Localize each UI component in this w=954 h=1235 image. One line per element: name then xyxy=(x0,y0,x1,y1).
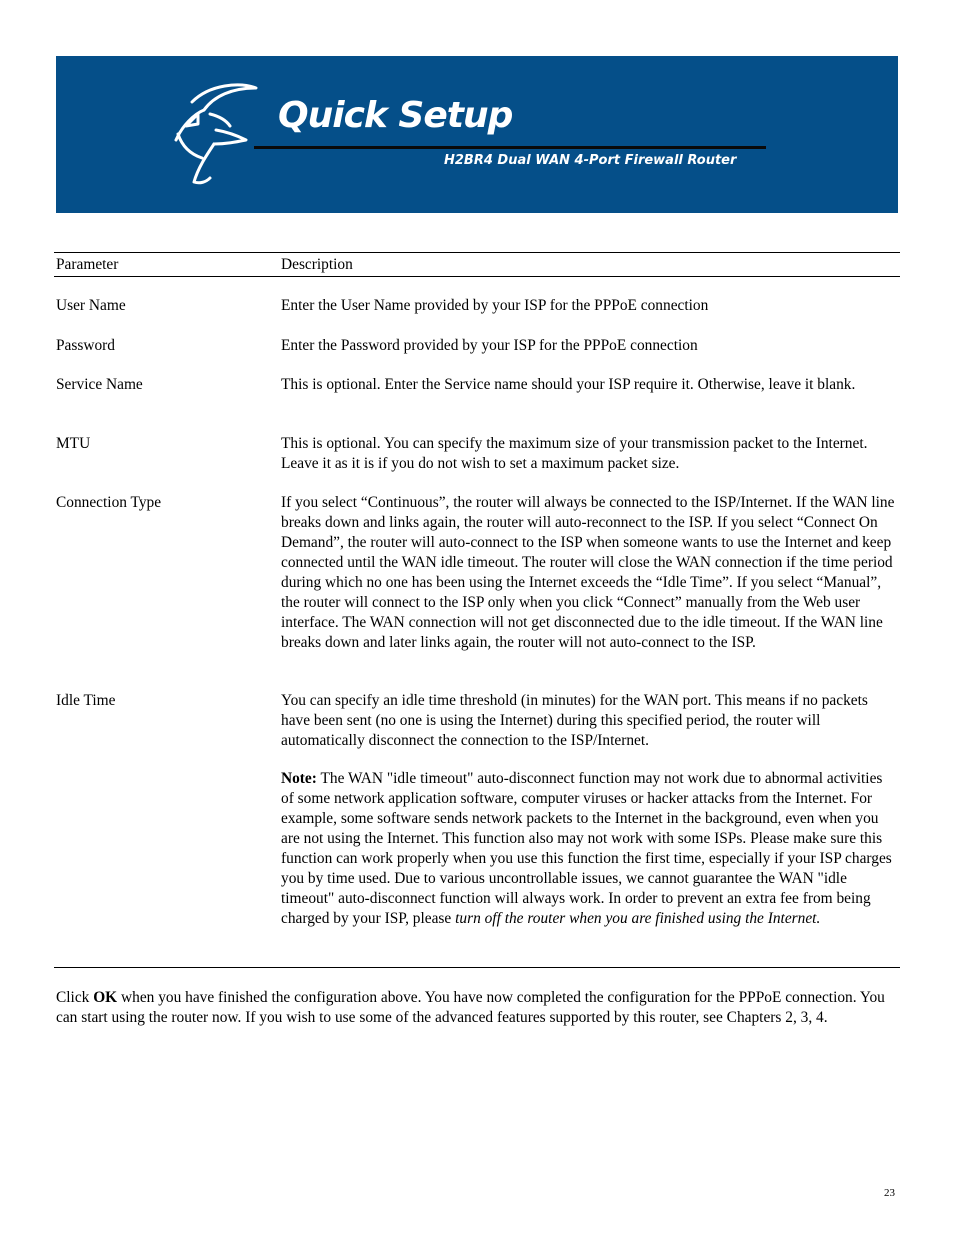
param-connection-type: Connection Type xyxy=(56,494,162,511)
desc-password: Enter the Password provided by your ISP for the PPPoE connection xyxy=(281,337,698,354)
table-bottom-rule xyxy=(54,967,900,968)
param-idle-time: Idle Time xyxy=(56,692,116,709)
idle-time-note xyxy=(281,769,899,929)
eagle-head-icon xyxy=(168,74,258,189)
banner-subtitle: H2BR4 Dual WAN 4-Port Firewall Router xyxy=(444,153,737,168)
column-header-parameter: Parameter xyxy=(56,256,119,273)
note-label: Note: xyxy=(281,770,317,787)
table-header-rule xyxy=(54,276,900,277)
desc-mtu: This is optional. You can specify the maximum size of your transmission packet to the Internet. Leave it as it is if you do not wish to set a maximum packet size. xyxy=(281,435,868,472)
banner-title: Quick Setup xyxy=(278,95,513,136)
desc-user-name: Enter the User Name provided by your ISP for the PPPoE connection xyxy=(281,297,709,314)
param-service-name: Service Name xyxy=(56,376,143,393)
note-text: The WAN "idle timeout" auto-disconnect function may not work due to abnormal activities of some network application software, computer viruses or hacker attacks from the Internet. For example, some software sends network packets to the Internet in the background, even when you are not using the Internet. This function also may not work with some ISPs. Please make sure this function can work properly when you use this function the first time, especially if your ISP charges you by time used. Due to various uncontrollable issues, we cannot guarantee the WAN "idle timeout" auto-disconnect function will always work. In order to prevent an extra fee from being charged by your ISP, please xyxy=(281,770,892,927)
desc-connection-type: If you select “Continuous”, the router will always be connected to the ISP/Internet. If the WAN line breaks down and links again, the router will auto-reconnect to the ISP. If you select “Connect On Demand”, the router will auto-connect to the ISP when someone wants to use the Internet and keep connected until the WAN idle timeout. The router will close the WAN connection if the time period during which no one has been using the Internet exceeds the “Idle Time”. If you select “Manual”, the router will connect to the ISP only when you click “Connect” manually from the Web user interface. The WAN connection will not get disconnected due to the idle timeout. If the WAN line breaks down and later links again, the router will not auto-connect to the ISP. xyxy=(281,494,895,651)
ok-label: OK xyxy=(93,989,118,1006)
footer-prefix: Click xyxy=(56,989,94,1006)
note-emphasis: turn off the router when you are finished using the Internet. xyxy=(455,910,821,927)
desc-service-name: This is optional. Enter the Service name should your ISP require it. Otherwise, leave it blank. xyxy=(281,376,856,393)
banner-rule xyxy=(254,146,766,149)
page-number: 23 xyxy=(884,1187,895,1199)
footer-text: when you have finished the configuration above. You have now completed the configuration for the PPPoE connection. You can start using the router now. If you wish to use some of the advanced features supported by this router, see Chapters 2, 3, 4. xyxy=(56,989,885,1026)
idle-time-text: You can specify an idle time threshold (in minutes) for the WAN port. This means if no packets have been sent (no one is using the Internet) during this specified period, the router will automatically disconnect the connection to the ISP/Internet. xyxy=(281,692,868,749)
column-header-description: Description xyxy=(281,256,353,273)
param-user-name: User Name xyxy=(56,297,126,314)
param-password: Password xyxy=(56,337,115,354)
table-top-rule xyxy=(54,252,900,253)
param-mtu: MTU xyxy=(56,435,91,452)
footer-paragraph xyxy=(56,988,886,1028)
quick-setup-banner xyxy=(56,56,898,213)
desc-idle-time xyxy=(281,691,899,929)
